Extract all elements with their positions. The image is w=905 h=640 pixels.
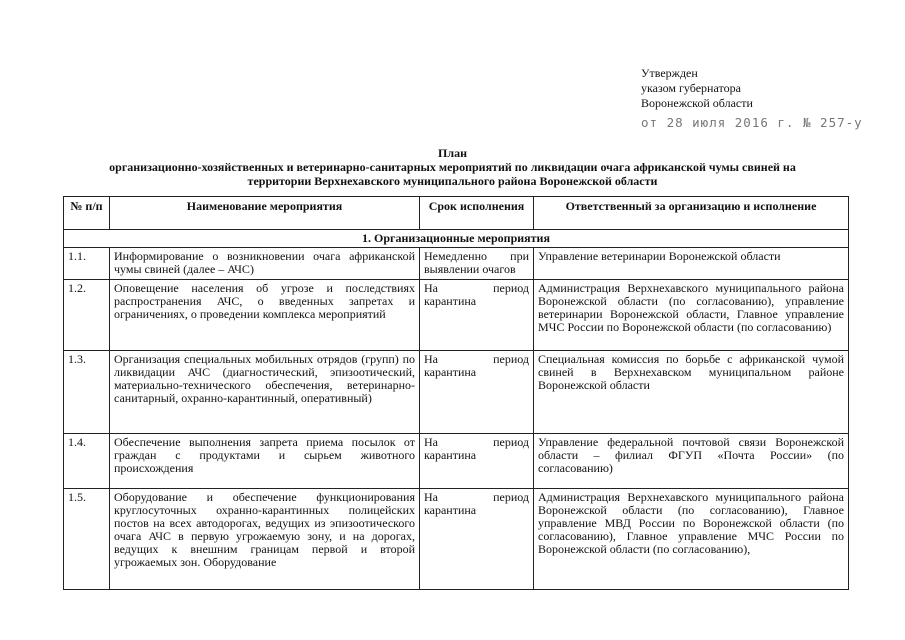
- row-term: На период карантина: [420, 351, 534, 434]
- approval-stamp: от 28 июля 2016 г. № 257-у: [641, 115, 863, 130]
- row-resp: Специальная комиссия по борьбе с африканской чумой свиней в Верхнехавском муниципальном районе Воронежской области: [534, 351, 849, 434]
- row-resp: Администрация Верхнехавского муниципального района Воронежской области (по согласованию), Главное управление МВД России по Воронежской области (по согласованию), Главное управление МЧС России по Воронежской области (по согласованию),: [534, 489, 849, 590]
- title-line-1: План: [438, 146, 467, 160]
- document-title: [0, 146, 905, 188]
- title-line-2: организационно-хозяйственных и ветеринарно-санитарных мероприятий по ликвидации очага африканской чумы свиней на: [109, 160, 796, 174]
- table-row: [64, 489, 849, 590]
- row-num: 1.5.: [64, 489, 110, 590]
- row-num: 1.2.: [64, 280, 110, 351]
- approval-line-1: Утвержден: [641, 66, 698, 80]
- row-name: Оповещение населения об угрозе и последствиях распространения АЧС, о введенных запретах и ограничениях, о проведении комплекса мероприятий: [110, 280, 420, 351]
- table-header-row: [64, 197, 849, 230]
- row-name: Обеспечение выполнения запрета приема посылок от граждан с продуктами и сырьем животного происхождения: [110, 434, 420, 489]
- row-name: Оборудование и обеспечение функционирования круглосуточных охранно-карантинных полицейских постов на всех автодорогах, ведущих из эпизоотического очага АЧС в первую угрожаемую зону, и на дорогах, ведущих к внешним границам первой и второй угрожаемых зон. Оборудование: [110, 489, 420, 590]
- header-name: Наименование мероприятия: [110, 197, 420, 230]
- table-row: [64, 434, 849, 489]
- row-name: Организация специальных мобильных отрядов (групп) по ликвидации АЧС (диагностический, эпизоотический, материально-технического обеспечения, ветеринарно-санитарный, охранно-карантинный, оперативный): [110, 351, 420, 434]
- row-name: Информирование о возникновении очага африканской чумы свиней (далее – АЧС): [110, 248, 420, 280]
- table-row: [64, 351, 849, 434]
- row-term: Немедленно при выявлении очагов: [420, 248, 534, 280]
- row-term: На период карантина: [420, 280, 534, 351]
- title-line-3: территории Верхнехавского муниципального района Воронежской области: [247, 174, 658, 188]
- approval-line-2: указом губернатора: [641, 81, 741, 95]
- row-resp: Управление федеральной почтовой связи Воронежской области – филиал ФГУП «Почта России» (по согласованию): [534, 434, 849, 489]
- section-title: 1. Организационные мероприятия: [64, 230, 849, 248]
- table-row: [64, 280, 849, 351]
- row-num: 1.3.: [64, 351, 110, 434]
- section-row: [64, 230, 849, 248]
- row-term: На период карантина: [420, 434, 534, 489]
- header-num: № п/п: [64, 197, 110, 230]
- header-term: Срок исполнения: [420, 197, 534, 230]
- row-num: 1.4.: [64, 434, 110, 489]
- approval-block: [641, 66, 863, 130]
- row-term: На период карантина: [420, 489, 534, 590]
- measures-table: [63, 196, 849, 590]
- table-row: [64, 248, 849, 280]
- row-num: 1.1.: [64, 248, 110, 280]
- row-resp: Управление ветеринарии Воронежской области: [534, 248, 849, 280]
- row-resp: Администрация Верхнехавского муниципального района Воронежской области (по согласованию), управление ветеринарии Воронежской области, Главное управление МЧС России по Воронежской области (по согласованию): [534, 280, 849, 351]
- approval-line-3: Воронежской области: [641, 96, 753, 110]
- header-resp: Ответственный за организацию и исполнение: [534, 197, 849, 230]
